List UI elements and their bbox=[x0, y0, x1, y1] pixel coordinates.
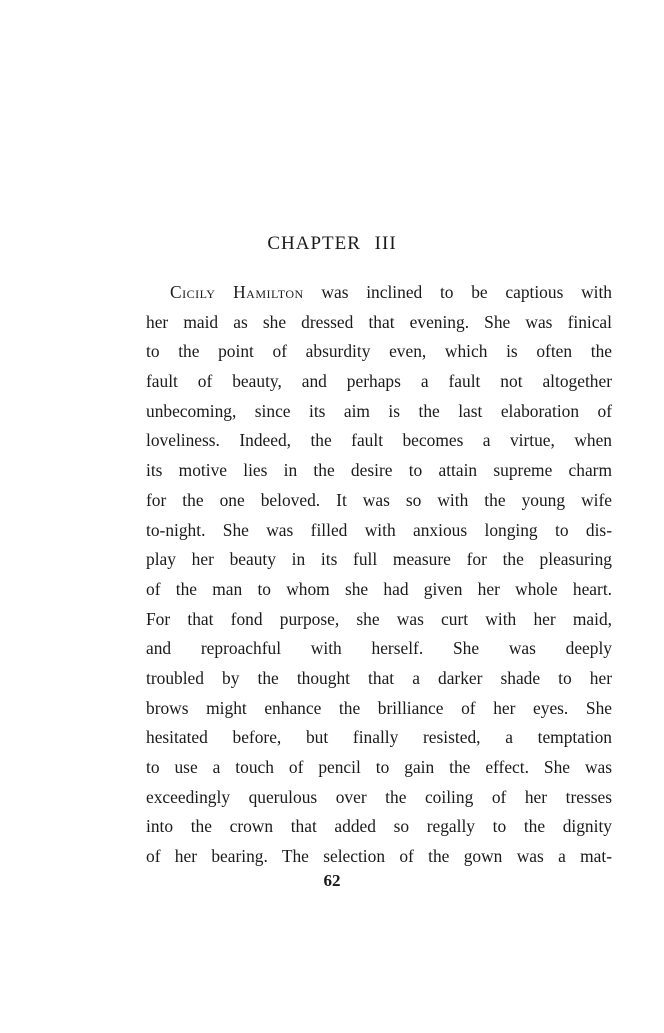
text-line-16: hesitated before, but finally resisted, a temptation bbox=[146, 727, 612, 748]
text-line-15: brows might enhance the brilliance of her eyes. She bbox=[146, 697, 612, 718]
chapter-heading: CHAPTER III bbox=[267, 233, 397, 254]
text-line-7: its motive lies in the desire to attain supreme charm bbox=[146, 460, 612, 481]
text-line-4: fault of beauty, and perhaps a fault not altogether bbox=[146, 371, 612, 392]
text-line-20: of her bearing. The selection of the gown was a mat- bbox=[146, 846, 612, 867]
text-line-9: to-night. She was filled with anxious longing to dis- bbox=[146, 519, 612, 540]
text-line-8: for the one beloved. It was so with the young wife bbox=[146, 489, 612, 510]
text-line-5: unbecoming, since its aim is the last elaboration of bbox=[146, 400, 612, 421]
text-line-13: and reproachful with herself. She was deeply bbox=[146, 638, 612, 659]
page-number: 62 bbox=[323, 871, 341, 890]
text-line-11: of the man to whom she had given her whole heart. bbox=[146, 578, 612, 599]
text-line-19: into the crown that added so regally to the dignity bbox=[146, 816, 612, 837]
opening-line-rest: was inclined to be captious with bbox=[303, 282, 612, 302]
text-line-18: exceedingly querulous over the coiling of her tresses bbox=[146, 786, 612, 807]
character-first-name: Cicily bbox=[170, 282, 216, 302]
text-line-6: loveliness. Indeed, the fault becomes a virtue, when bbox=[146, 430, 612, 451]
text-line-14: troubled by the thought that a darker shade to her bbox=[146, 667, 612, 688]
text-line-17: to use a touch of pencil to gain the effect. She was bbox=[146, 757, 612, 777]
text-line-10: play her beauty in its full measure for the pleasuring bbox=[146, 549, 612, 570]
text-line-12: For that fond purpose, she was curt with her maid, bbox=[146, 608, 612, 629]
character-last-name: Hamilton bbox=[233, 282, 304, 302]
text-line-3: to the point of absurdity even, which is often the bbox=[146, 341, 612, 362]
text-line-1 bbox=[146, 278, 612, 308]
text-line-2: her maid as she dressed that evening. She was finical bbox=[146, 311, 612, 332]
body-text bbox=[146, 278, 612, 872]
